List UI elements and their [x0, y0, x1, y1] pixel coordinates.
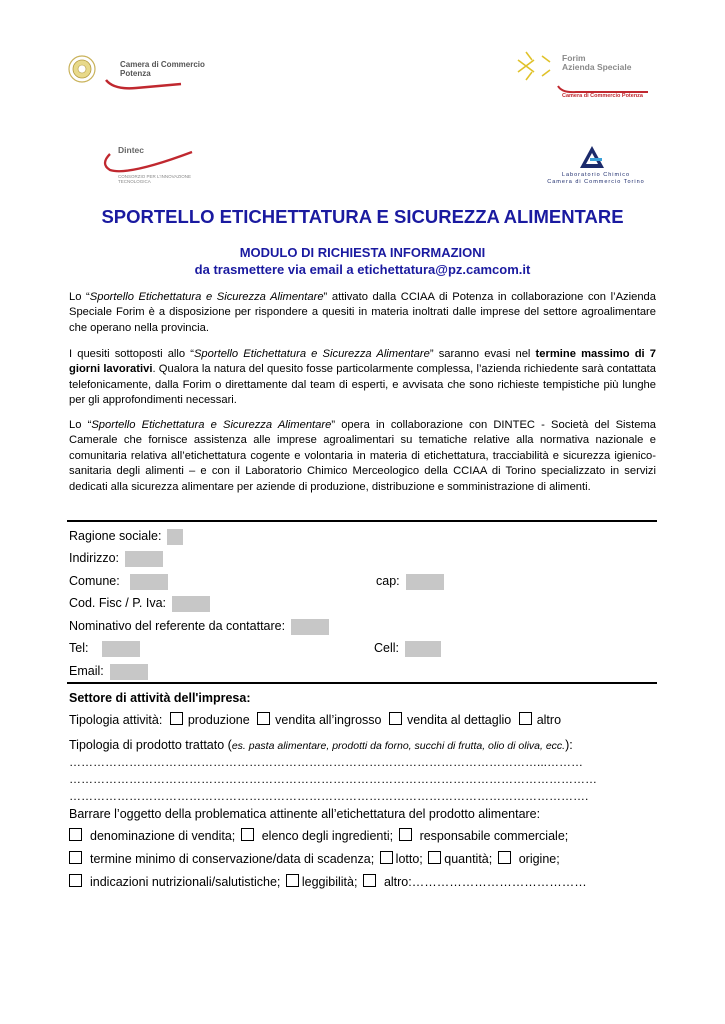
indicazioni-nutrizionali-option: indicazioni nutrizionali/salutistiche; [90, 875, 281, 889]
intro-paragraph-1: Lo “Sportello Etichettatura e Sicurezza Alimentare” attivato dalla CCIAA di Potenza in collaborazione con l’Azienda Speciale Forim è a disposizione per rispondere a quesiti in materia inoltrati dalle imprese del settore agroalimentare che operano nella provincia. [69, 291, 656, 334]
comune-row [69, 573, 168, 590]
settore-heading: Settore di attività dell'impresa: [69, 691, 251, 705]
cell-row [374, 640, 441, 657]
indirizzo-label: Indirizzo: [69, 551, 120, 565]
tipologia-prodotto-example: es. pasta alimentare, prodotti da forno, succhi di frutta, olio di oliva, ecc. [231, 740, 566, 752]
vendita-dettaglio-checkbox[interactable] [389, 712, 402, 725]
forim-logo-line3: Camera di Commercio Potenza [562, 93, 643, 99]
ingredienti-checkbox[interactable] [241, 828, 254, 841]
forim-logo-line2: Azienda Speciale [562, 62, 632, 73]
laboratorio-logo-line1: Laboratorio Chimico [561, 172, 631, 178]
logo-dintec [98, 142, 198, 192]
cell-label: Cell: [374, 641, 400, 655]
responsabile-checkbox[interactable] [399, 828, 412, 841]
cod-fisc-label: Cod. Fisc / P. Iva: [69, 596, 167, 610]
ragione-sociale-row [69, 528, 183, 545]
camera-logo-line1: Camera di Commercio [120, 60, 205, 69]
dintec-logo-sub2: TECNOLOGICA [118, 179, 151, 185]
tipologia-attivita-row [69, 712, 561, 728]
altro-attivita-checkbox[interactable] [519, 712, 532, 725]
indirizzo-row [69, 550, 163, 567]
cap-label: cap: [376, 574, 400, 588]
indirizzo-field[interactable] [125, 551, 163, 567]
email-label: Email: [69, 664, 104, 678]
cod-fisc-row [69, 595, 210, 612]
ragione-sociale-label: Ragione sociale: [69, 529, 162, 543]
prodotto-dotted-line-1[interactable]: ………………………………………………………………………………………………………...……… [69, 755, 584, 769]
tipologia-prodotto-end: ): [565, 738, 573, 752]
tipologia-attivita-label: Tipologia attività: [69, 713, 163, 727]
form-subtitle: MODULO DI RICHIESTA INFORMAZIONI [239, 245, 486, 260]
leggibilita-checkbox[interactable] [286, 874, 299, 887]
produzione-checkbox[interactable] [170, 712, 183, 725]
cod-fisc-field[interactable] [172, 596, 210, 612]
ragione-sociale-field[interactable] [167, 529, 183, 545]
problematica-label: Barrare l’oggetto della problematica attinente all’etichettatura del prodotto alimentare: [69, 807, 541, 821]
produzione-option: produzione [187, 713, 250, 727]
document-title: SPORTELLO ETICHETTATURA E SICUREZZA ALIMENTARE [101, 206, 624, 227]
intro-paragraph-3: Lo “Sportello Etichettatura e Sicurezza Alimentare” opera in collaborazione con DINTEC - Società del Sistema Camerale che fornisce assistenza alle imprese agroalimentari su tematiche relative alla normativa nazionale e comunitaria relativa all’etichettatura cogente e volontaria in materia di etichettatura, tracciabilità e sicurezza igienico-sanitaria degli alimenti – e con il Laboratorio Chimico Merceologico della CCIAA di Torino specializzato in servizi dedicati alla sicurezza alimentare per aziende di produzione, distribuzione e somministrazione di alimenti. [69, 419, 656, 493]
leggibilita-option: leggibilità; [301, 875, 358, 889]
intro-paragraph-2: I quesiti sottoposti allo “Sportello Etichettatura e Sicurezza Alimentare” saranno evasi nel termine massimo di 7 giorni lavorativi. Qualora la natura del quesito fosse particolarmente complessa, l’azienda richiedente sarà contattata telefonicamente, dalla Forim o direttamente dal team di esperti, e avvisata che sono richieste tempistiche più lunghe per gli approfondimenti necessari. [69, 348, 656, 407]
nominativo-label: Nominativo del referente da contattare: [69, 619, 286, 633]
email-field[interactable] [110, 664, 148, 680]
tipologia-prodotto-label: Tipologia di prodotto trattato ( [69, 738, 232, 752]
laboratorio-emblem-icon [540, 144, 652, 174]
email-instruction: da trasmettere via email a etichettatura@pz.camcom.it [194, 262, 531, 277]
problematica-row-2 [69, 851, 560, 867]
camera-logo-line2: Potenza [120, 68, 151, 78]
prodotto-dotted-line-2[interactable]: …………………………………………………………………………………………………………………… [69, 772, 597, 786]
altro-problematica-checkbox[interactable] [363, 874, 376, 887]
termine-conservazione-checkbox[interactable] [69, 851, 82, 864]
cap-row [376, 573, 444, 590]
origine-option: origine; [518, 852, 560, 866]
nominativo-row [69, 618, 329, 635]
comune-label: Comune: [69, 574, 120, 588]
logo-laboratorio-chimico [540, 144, 652, 189]
form-top-divider [67, 520, 657, 522]
nominativo-field[interactable] [291, 619, 329, 635]
dintec-logo-sub1: CONSORZIO PER L'INNOVAZIONE [118, 174, 192, 179]
responsabile-option: responsabile commerciale; [419, 829, 569, 843]
origine-checkbox[interactable] [498, 851, 511, 864]
lotto-checkbox[interactable] [380, 851, 393, 864]
cap-field[interactable] [406, 574, 444, 590]
lotto-option: lotto; [395, 852, 423, 866]
altro-attivita-option: altro [536, 713, 562, 727]
tel-label: Tel: [69, 641, 89, 655]
tel-field[interactable] [102, 641, 140, 657]
problematica-row-1 [69, 828, 568, 844]
termine-conservazione-option: termine minimo di conservazione/data di scadenza; [90, 852, 375, 866]
tipologia-prodotto-row [69, 737, 573, 754]
altro-problematica-option: altro:…………………………………… [383, 875, 587, 889]
logo-camera-commercio-potenza [66, 50, 206, 95]
comune-field[interactable] [130, 574, 168, 590]
logo-forim [512, 46, 654, 104]
vendita-ingrosso-checkbox[interactable] [257, 712, 270, 725]
quantita-checkbox[interactable] [428, 851, 441, 864]
problematica-row-3 [69, 874, 587, 890]
cell-field[interactable] [405, 641, 441, 657]
dintec-logo-name: Dintec [118, 145, 144, 155]
email-row [69, 663, 148, 680]
prodotto-dotted-line-3[interactable]: …………………………………………………………………………………………………………………. [69, 789, 589, 803]
forim-logo-line1: Forim [562, 53, 586, 63]
vendita-ingrosso-option: vendita all’ingrosso [275, 713, 382, 727]
indicazioni-nutrizionali-checkbox[interactable] [69, 874, 82, 887]
laboratorio-logo-line2: Camera di Commercio Torino [547, 178, 645, 185]
form-mid-divider [67, 682, 657, 684]
vendita-dettaglio-option: vendita al dettaglio [406, 713, 512, 727]
ingredienti-option: elenco degli ingredienti; [261, 829, 394, 843]
quantita-option: quantità; [444, 852, 493, 866]
denominazione-option: denominazione di vendita; [90, 829, 236, 843]
tel-row [69, 640, 140, 657]
denominazione-checkbox[interactable] [69, 828, 82, 841]
